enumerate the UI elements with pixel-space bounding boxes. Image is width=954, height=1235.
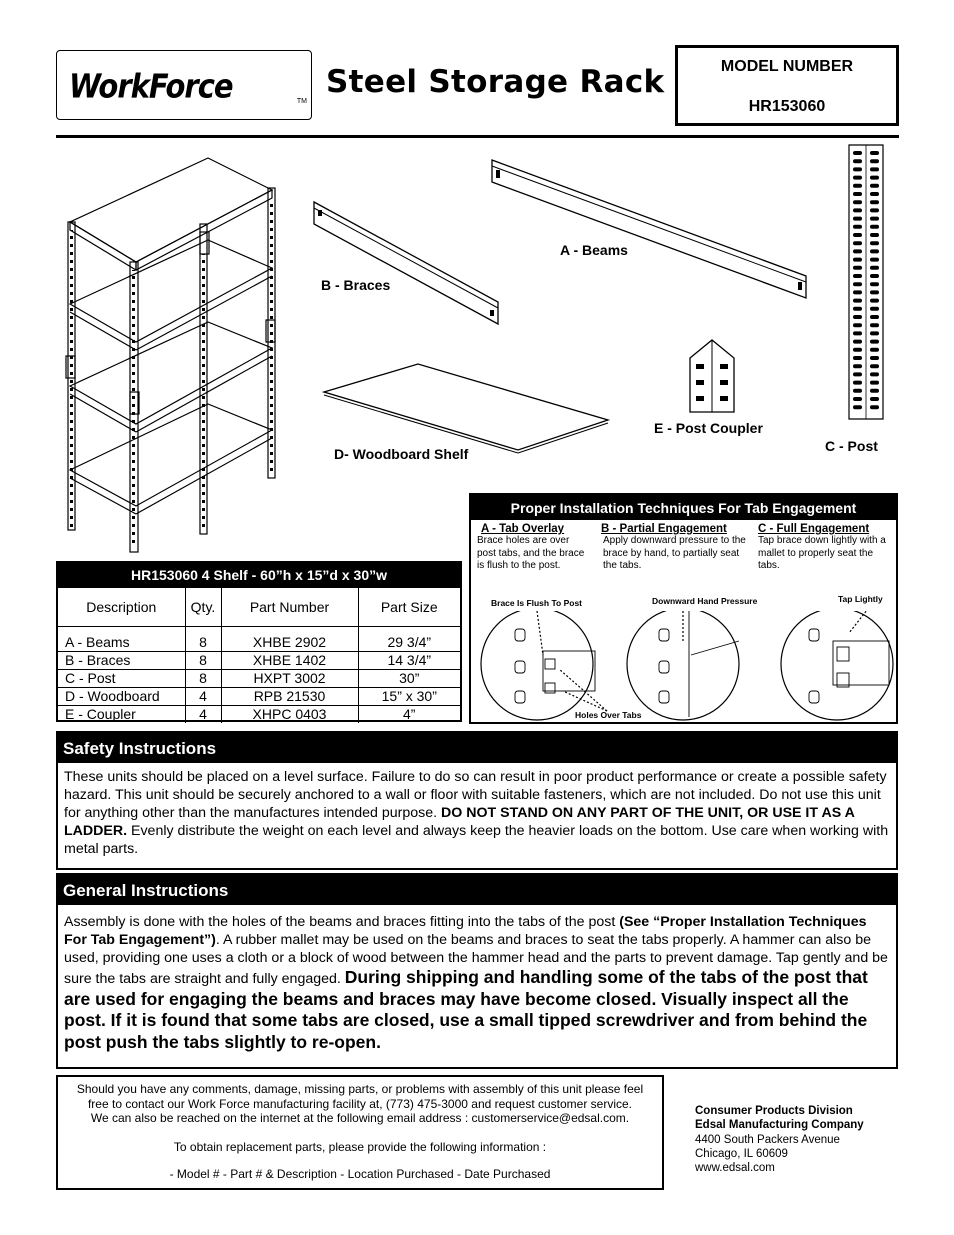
beam-illustration [490, 156, 810, 302]
post-hole [853, 348, 862, 352]
col-part-number: Part Number [221, 588, 358, 626]
tab-engagement-figures [479, 611, 895, 721]
post-hole [870, 176, 879, 180]
technique-text: Brace holes are over post tabs, and the brace is flush to the post. [477, 535, 585, 572]
post-hole [853, 364, 862, 368]
page-title: Steel Storage Rack [326, 64, 665, 100]
post-hole [853, 397, 862, 401]
contact-line: We can also be reached on the internet at the following email address : customerservice@edsal.com. [90, 1111, 630, 1125]
post-hole [870, 192, 879, 196]
post-hole [870, 397, 879, 401]
safety-text-part: Evenly distribute the weight on each level and always keep the heavier loads on the bottom. Use care when working with metal parts. [64, 823, 889, 857]
post-hole [870, 364, 879, 368]
post-hole [870, 241, 879, 245]
company-division: Consumer Products Division [695, 1105, 853, 1117]
contact-line: free to contact our Work Force manufacturing facility at, (773) 475-3000 and request customer service. [87, 1096, 633, 1111]
header-divider [56, 135, 899, 138]
post-hole [870, 200, 879, 204]
post-hole [870, 151, 879, 155]
cell-part-number: XHBE 2902 [221, 634, 358, 652]
post-hole [853, 405, 862, 409]
safety-title: Safety Instructions [58, 733, 896, 763]
cell-part-size: 4” [403, 706, 416, 723]
cell-part-size: 30” [358, 670, 460, 688]
brand-logo [56, 50, 312, 120]
technique-text: Tap brace down lightly with a mallet to properly seat the tabs. [758, 535, 886, 572]
post-hole [853, 315, 862, 319]
cell-qty: 4 [185, 706, 221, 724]
contact-box [56, 1075, 664, 1190]
post-hole [853, 290, 862, 294]
parts-list [58, 588, 460, 723]
table-row [58, 634, 460, 652]
post-hole [853, 381, 862, 385]
model-label: MODEL NUMBER [720, 58, 854, 75]
post-hole [853, 151, 862, 155]
figure-label-holes: Holes Over Tabs [575, 710, 642, 720]
post-hole [870, 167, 879, 171]
col-part-size: Part Size [358, 588, 460, 626]
post-hole [853, 274, 862, 278]
post-hole [870, 315, 879, 319]
contact-line: Should you have any comments, damage, missing parts, or problems with assembly of this unit please feel [76, 1082, 644, 1096]
post-hole [870, 340, 879, 344]
figure-label-flush: Brace Is Flush To Post [491, 598, 583, 608]
safety-text [58, 763, 896, 858]
technique-partial-engagement [601, 523, 747, 573]
assembled-rack-illustration [60, 140, 285, 555]
table-row [58, 706, 460, 724]
braces-label: B - Braces [321, 277, 391, 293]
post-hole [853, 176, 862, 180]
col-description: Description [58, 588, 185, 626]
post-hole [853, 167, 862, 171]
post-hole [870, 233, 879, 237]
cell-description: A - Beams [58, 634, 185, 652]
post-hole [870, 405, 879, 409]
model-number: HR153060 [748, 98, 826, 115]
general-title: General Instructions [58, 875, 896, 905]
technique-title: B - Partial Engagement [601, 523, 727, 535]
replacement-parts-fields: - Model # - Part # & Description - Location Purchased - Date Purchased [169, 1167, 551, 1181]
technique-title: A - Tab Overlay [481, 523, 565, 535]
col-qty: Qty. [185, 588, 221, 626]
woodboard-label: D- Woodboard Shelf [334, 446, 469, 462]
parts-table-title: HR153060 4 Shelf - 60”h x 15”d x 30”w [58, 563, 460, 588]
post-hole [853, 200, 862, 204]
installation-techniques-box [469, 493, 898, 724]
general-text-part: Assembly is done with the holes of the beams and braces fitting into the tabs of the post [64, 914, 620, 930]
model-number-box [675, 45, 899, 126]
post-hole [870, 258, 879, 262]
post-hole [870, 331, 879, 335]
cell-part-size: 15” x 30” [358, 688, 460, 706]
general-instructions [56, 873, 898, 1069]
general-text-part: . A rubber mallet may be used on the beams and braces to seat the tabs properly. A hammer can also be used, providing one uses a cloth or a block of wood between the hammer head and the parts to prevent damage. Tap gently and be sure the tabs are straight and fully engaged. [64, 932, 888, 987]
post-hole [870, 184, 879, 188]
cell-qty: 8 [185, 634, 221, 652]
replacement-parts-line: To obtain replacement parts, please provide the following information : [173, 1139, 547, 1154]
brace-illustration [312, 198, 502, 326]
general-warning: During shipping and handling some of the tabs of the post that are used for engaging the beams and braces may have become closed. Visually inspect all the post. If it is found that some tabs are closed, use a small tipped screwdriver and from behind the post push the tabs slightly to re-open. [64, 967, 868, 1052]
post-hole [870, 266, 879, 270]
post-hole [853, 299, 862, 303]
post-hole [853, 249, 862, 253]
cell-part-number: XHPC 0403 [221, 706, 358, 724]
post-hole [853, 192, 862, 196]
post-hole [870, 159, 879, 163]
post-illustration [845, 143, 887, 423]
post-hole [870, 356, 879, 360]
company-address [695, 1104, 864, 1175]
post-hole [870, 290, 879, 294]
post-hole [870, 348, 879, 352]
brand-name: WorkForce [69, 66, 233, 106]
post-hole [853, 233, 862, 237]
cell-part-number: RPB 21530 [221, 688, 358, 706]
post-hole [853, 217, 862, 221]
general-text [58, 905, 896, 1053]
post-hole [853, 372, 862, 376]
cell-part-number: HXPT 3002 [221, 670, 358, 688]
cell-description: D - Woodboard [58, 688, 185, 706]
safety-warning: DO NOT STAND ON ANY PART OF THE UNIT, OR USE IT AS A LADDER. [64, 805, 855, 839]
post-hole [853, 266, 862, 270]
woodboard-shelf-illustration [322, 362, 610, 454]
post-hole [853, 389, 862, 393]
post-hole [853, 159, 862, 163]
technique-title: C - Full Engagement [758, 523, 870, 535]
safety-text-part: These units should be placed on a level surface. Failure to do so can result in poor product performance or create a possible safety hazard. This unit should be securely anchored to a wall or floor with suitable fasteners, which are not included. Do not use this unit for anything other than the manufactures intended purpose. [64, 769, 887, 821]
post-hole [853, 323, 862, 327]
post-label: C - Post [825, 438, 878, 454]
post-hole [870, 381, 879, 385]
post-hole [870, 307, 879, 311]
company-name: Edsal Manufacturing Company [695, 1119, 864, 1132]
post-coupler-illustration [684, 338, 740, 414]
post-hole [870, 249, 879, 253]
safety-instructions [56, 731, 898, 870]
post-hole [853, 208, 862, 212]
post-hole [853, 340, 862, 344]
cell-description: B - Braces [58, 652, 185, 670]
company-street: 4400 South Packers Avenue [695, 1133, 840, 1146]
cell-description: E - Coupler [58, 706, 185, 724]
company-city: Chicago, IL 60609 [695, 1147, 788, 1160]
figure-label-tap: Tap Lightly [838, 594, 883, 604]
cell-part-size: 14 3/4” [358, 652, 460, 670]
cell-qty: 8 [185, 670, 221, 688]
post-hole [853, 356, 862, 360]
beams-label: A - Beams [560, 242, 628, 258]
post-hole [853, 225, 862, 229]
post-hole [870, 217, 879, 221]
table-row [58, 688, 460, 706]
coupler-label: E - Post Coupler [654, 420, 763, 436]
company-website: www.edsal.com [695, 1162, 775, 1175]
post-hole [853, 307, 862, 311]
post-hole [853, 331, 862, 335]
technique-text: Apply downward pressure to the brace by hand, to partially seat the tabs. [603, 535, 746, 572]
post-hole [870, 208, 879, 212]
general-text-reference: (See “Proper Installation Techniques For Tab Engagement”) [64, 914, 867, 948]
technique-full-engagement [758, 523, 894, 573]
table-row [58, 652, 460, 670]
post-hole [853, 258, 862, 262]
post-hole [870, 323, 879, 327]
cell-qty: 4 [185, 688, 221, 706]
cell-part-number: XHBE 1402 [221, 652, 358, 670]
cell-description: C - Post [58, 670, 185, 688]
brand-trademark: TM [296, 98, 307, 105]
technique-tab-overlay [477, 523, 589, 573]
post-hole [870, 274, 879, 278]
post-hole [870, 372, 879, 376]
post-hole [853, 184, 862, 188]
figure-label-pressure: Downward Hand Pressure [652, 596, 758, 606]
cell-part-size: 29 3/4” [358, 634, 460, 652]
post-hole [853, 241, 862, 245]
installation-title: Proper Installation Techniques For Tab Engagement [471, 495, 896, 520]
cell-qty: 8 [185, 652, 221, 670]
post-hole [870, 389, 879, 393]
post-hole [870, 225, 879, 229]
parts-table [56, 561, 462, 722]
table-row [58, 670, 460, 688]
post-hole [870, 299, 879, 303]
post-hole [870, 282, 879, 286]
post-hole [853, 282, 862, 286]
